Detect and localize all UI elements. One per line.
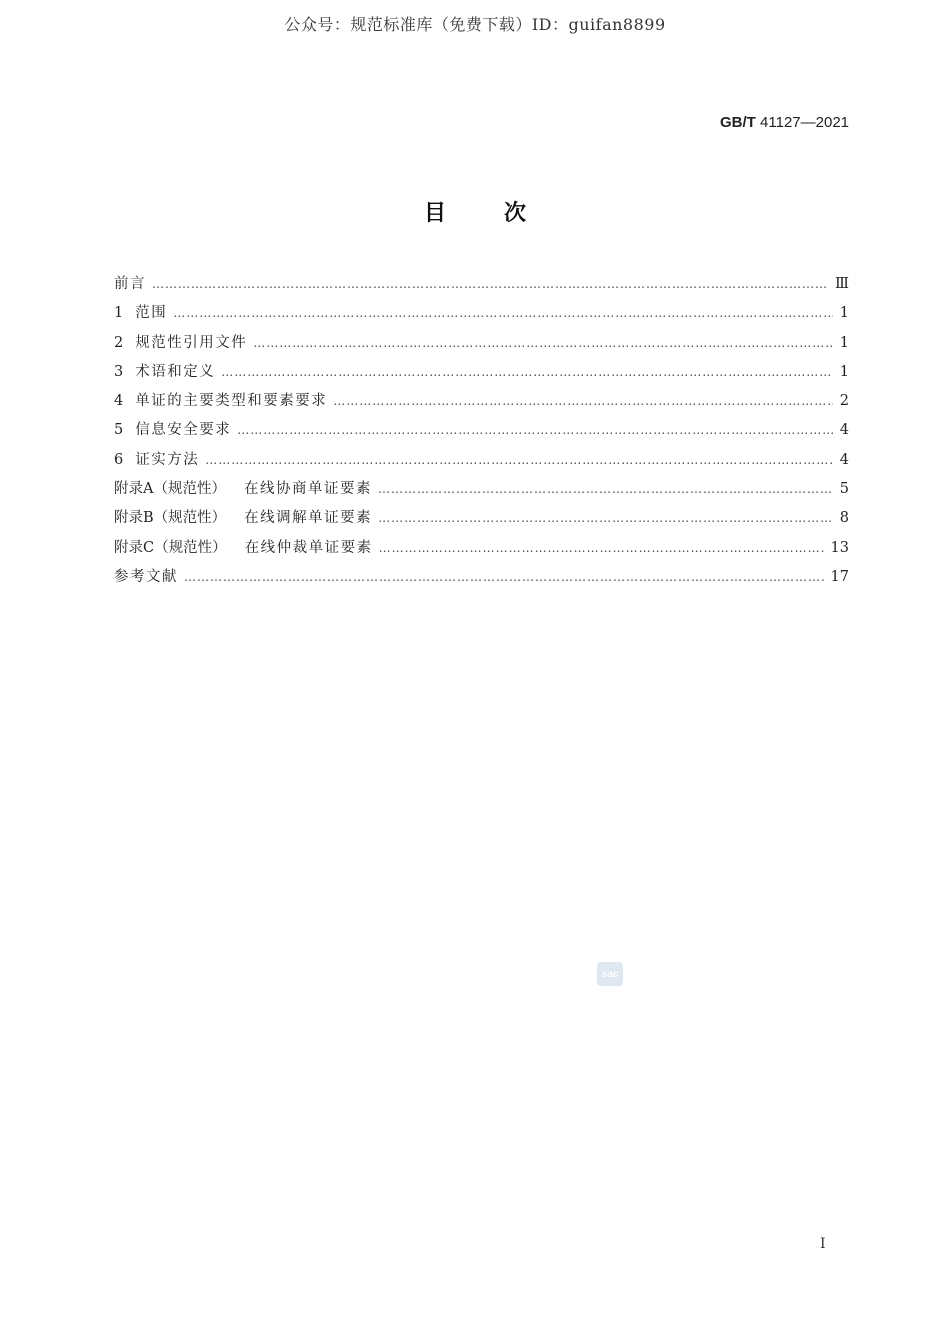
toc-entry[interactable] xyxy=(114,302,849,331)
toc-entry-leader xyxy=(253,332,833,354)
toc-entry-number: 2 xyxy=(114,334,124,351)
toc-entry-label: 证实方法 xyxy=(135,451,200,468)
toc-entry-label: 范围 xyxy=(135,305,168,322)
toc-entry[interactable] xyxy=(114,478,849,507)
toc-entry-label: 在线调解单证要素 xyxy=(244,510,373,527)
toc-entry-page: 2 xyxy=(839,393,849,410)
toc-entry-leader xyxy=(333,390,833,412)
toc-entry-number: 3 xyxy=(114,363,124,380)
toc-entry-label: 前言 xyxy=(114,276,146,292)
toc-entry-annex-prefix: 附录C（规范性） xyxy=(114,539,227,556)
toc-entry-number: 5 xyxy=(114,422,124,439)
toc-entry-annex-prefix: 附录A（规范性） xyxy=(114,481,226,498)
toc-entry[interactable] xyxy=(114,273,849,302)
toc-entry-number: 4 xyxy=(114,393,124,410)
toc-entry[interactable] xyxy=(114,419,849,448)
toc-entry-leader xyxy=(184,566,825,588)
toc-entry-page: 1 xyxy=(839,363,849,380)
toc-entry-leader xyxy=(378,507,833,529)
toc-entry[interactable] xyxy=(114,361,849,390)
toc-entry-page: 13 xyxy=(830,539,849,556)
toc-entry-leader xyxy=(173,302,833,324)
toc-entry-label: 单证的主要类型和要素要求 xyxy=(135,393,328,410)
toc-entry[interactable] xyxy=(114,537,849,566)
watermark-header: 公众号：规范标准库（免费下载）ID：guifan8899 xyxy=(284,15,666,34)
toc-entry-annex-prefix: 附录B（规范性） xyxy=(114,510,227,527)
toc-entry-page: 1 xyxy=(839,334,849,351)
toc-entry-leader xyxy=(205,449,833,471)
toc-entry-page: 4 xyxy=(839,451,849,468)
toc-entry-page: 4 xyxy=(839,422,849,439)
toc-entry[interactable] xyxy=(114,449,849,478)
toc-entry-number: 1 xyxy=(114,305,124,322)
sac-logo xyxy=(597,962,623,986)
toc-entry-label: 术语和定义 xyxy=(135,363,216,380)
toc-entry-number: 6 xyxy=(114,451,124,468)
toc-entry[interactable] xyxy=(114,332,849,361)
toc-entry[interactable] xyxy=(114,390,849,419)
sac-logo-text: sac xyxy=(601,968,619,980)
standard-number xyxy=(720,114,849,131)
toc-entry-page: 5 xyxy=(839,481,849,498)
toc-entry[interactable] xyxy=(114,566,849,595)
toc-entry-label: 在线仲裁单证要素 xyxy=(244,539,373,556)
toc-entry-page: 17 xyxy=(830,568,849,585)
toc-entry-leader xyxy=(152,273,829,295)
toc-entry-leader xyxy=(237,419,833,441)
toc-entry-label: 规范性引用文件 xyxy=(135,334,248,351)
toc-entry-leader xyxy=(378,478,833,500)
toc-entry-leader xyxy=(379,537,825,559)
page-number: I xyxy=(820,1236,826,1252)
toc-entry-label: 在线协商单证要素 xyxy=(243,481,372,498)
toc-entry-page: 1 xyxy=(839,305,849,322)
toc-entry[interactable] xyxy=(114,507,849,536)
standard-code: 41127—2021 xyxy=(760,114,849,131)
toc-entry-label: 信息安全要求 xyxy=(135,422,232,439)
toc-entry-leader xyxy=(221,361,833,383)
toc-list xyxy=(114,273,849,595)
toc-entry-label: 参考文献 xyxy=(114,568,178,585)
toc-entry-page: Ⅲ xyxy=(835,276,849,292)
toc-title: 目次 xyxy=(423,200,584,226)
toc-entry-page: 8 xyxy=(839,510,849,527)
standard-prefix: GB/T xyxy=(720,114,756,131)
